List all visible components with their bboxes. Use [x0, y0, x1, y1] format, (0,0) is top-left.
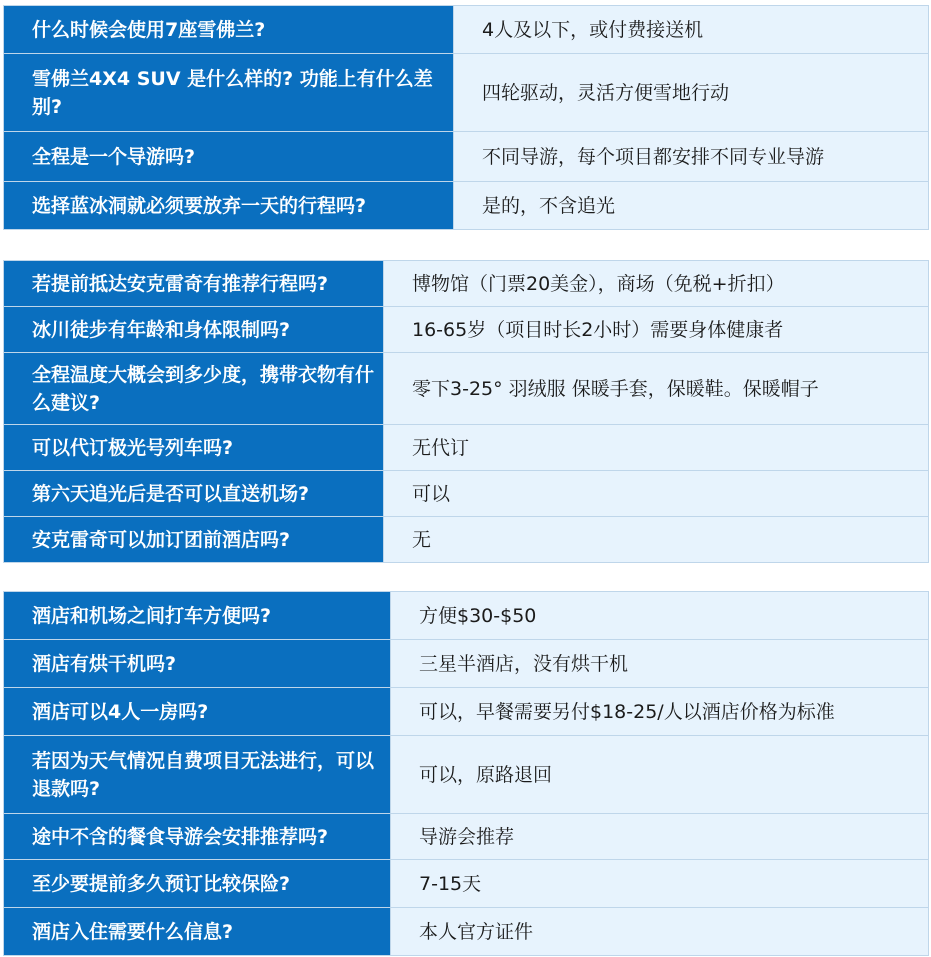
faq-question: 酒店可以4人一房吗? — [4, 688, 391, 736]
faq-row — [4, 182, 929, 230]
faq-row — [4, 592, 929, 640]
faq-question: 途中不含的餐食导游会安排推荐吗? — [4, 814, 391, 860]
faq-question: 酒店入住需要什么信息? — [4, 908, 391, 956]
faq-answer: 四轮驱动，灵活方便雪地行动 — [454, 54, 929, 132]
faq-question: 若提前抵达安克雷奇有推荐行程吗? — [4, 261, 384, 307]
faq-row — [4, 307, 929, 353]
faq-answer: 无 — [384, 517, 929, 563]
faq-row — [4, 54, 929, 132]
faq-answer: 可以 — [384, 471, 929, 517]
faq-answer: 博物馆（门票20美金），商场（免税+折扣） — [384, 261, 929, 307]
faq-row — [4, 860, 929, 908]
faq-answer: 是的，不含追光 — [454, 182, 929, 230]
faq-answer: 本人官方证件 — [391, 908, 929, 956]
faq-row — [4, 736, 929, 814]
faq-question: 雪佛兰4X4 SUV 是什么样的? 功能上有什么差别? — [4, 54, 454, 132]
faq-row — [4, 517, 929, 563]
faq-question: 全程是一个导游吗? — [4, 132, 454, 182]
faq-question: 什么时候会使用7座雪佛兰? — [4, 6, 454, 54]
faq-answer: 16-65岁（项目时长2小时）需要身体健康者 — [384, 307, 929, 353]
faq-question: 酒店有烘干机吗? — [4, 640, 391, 688]
faq-answer: 零下3-25° 羽绒服 保暖手套，保暖鞋。保暖帽子 — [384, 353, 929, 425]
faq-row — [4, 471, 929, 517]
faq-table-itinerary — [3, 260, 929, 563]
faq-answer: 7-15天 — [391, 860, 929, 908]
faq-answer: 方便$30-$50 — [391, 592, 929, 640]
faq-row — [4, 814, 929, 860]
faq-question: 酒店和机场之间打车方便吗? — [4, 592, 391, 640]
faq-answer: 无代订 — [384, 425, 929, 471]
faq-row — [4, 425, 929, 471]
faq-row — [4, 132, 929, 182]
faq-table-vehicles-guides — [3, 5, 929, 230]
faq-row — [4, 908, 929, 956]
faq-row — [4, 261, 929, 307]
faq-table-hotel — [3, 591, 929, 956]
faq-question: 可以代订极光号列车吗? — [4, 425, 384, 471]
faq-question: 选择蓝冰洞就必须要放弃一天的行程吗? — [4, 182, 454, 230]
faq-row — [4, 688, 929, 736]
faq-row — [4, 353, 929, 425]
faq-question: 全程温度大概会到多少度，携带衣物有什么建议? — [4, 353, 384, 425]
faq-row — [4, 6, 929, 54]
faq-answer: 导游会推荐 — [391, 814, 929, 860]
faq-answer: 三星半酒店，没有烘干机 — [391, 640, 929, 688]
faq-row — [4, 640, 929, 688]
faq-question: 冰川徒步有年龄和身体限制吗? — [4, 307, 384, 353]
faq-answer: 不同导游，每个项目都安排不同专业导游 — [454, 132, 929, 182]
faq-answer: 可以，原路退回 — [391, 736, 929, 814]
faq-question: 至少要提前多久预订比较保险? — [4, 860, 391, 908]
faq-question: 第六天追光后是否可以直送机场? — [4, 471, 384, 517]
faq-answer: 4人及以下，或付费接送机 — [454, 6, 929, 54]
faq-question: 安克雷奇可以加订团前酒店吗? — [4, 517, 384, 563]
faq-question: 若因为天气情况自费项目无法进行，可以退款吗? — [4, 736, 391, 814]
faq-answer: 可以，早餐需要另付$18-25/人以酒店价格为标准 — [391, 688, 929, 736]
